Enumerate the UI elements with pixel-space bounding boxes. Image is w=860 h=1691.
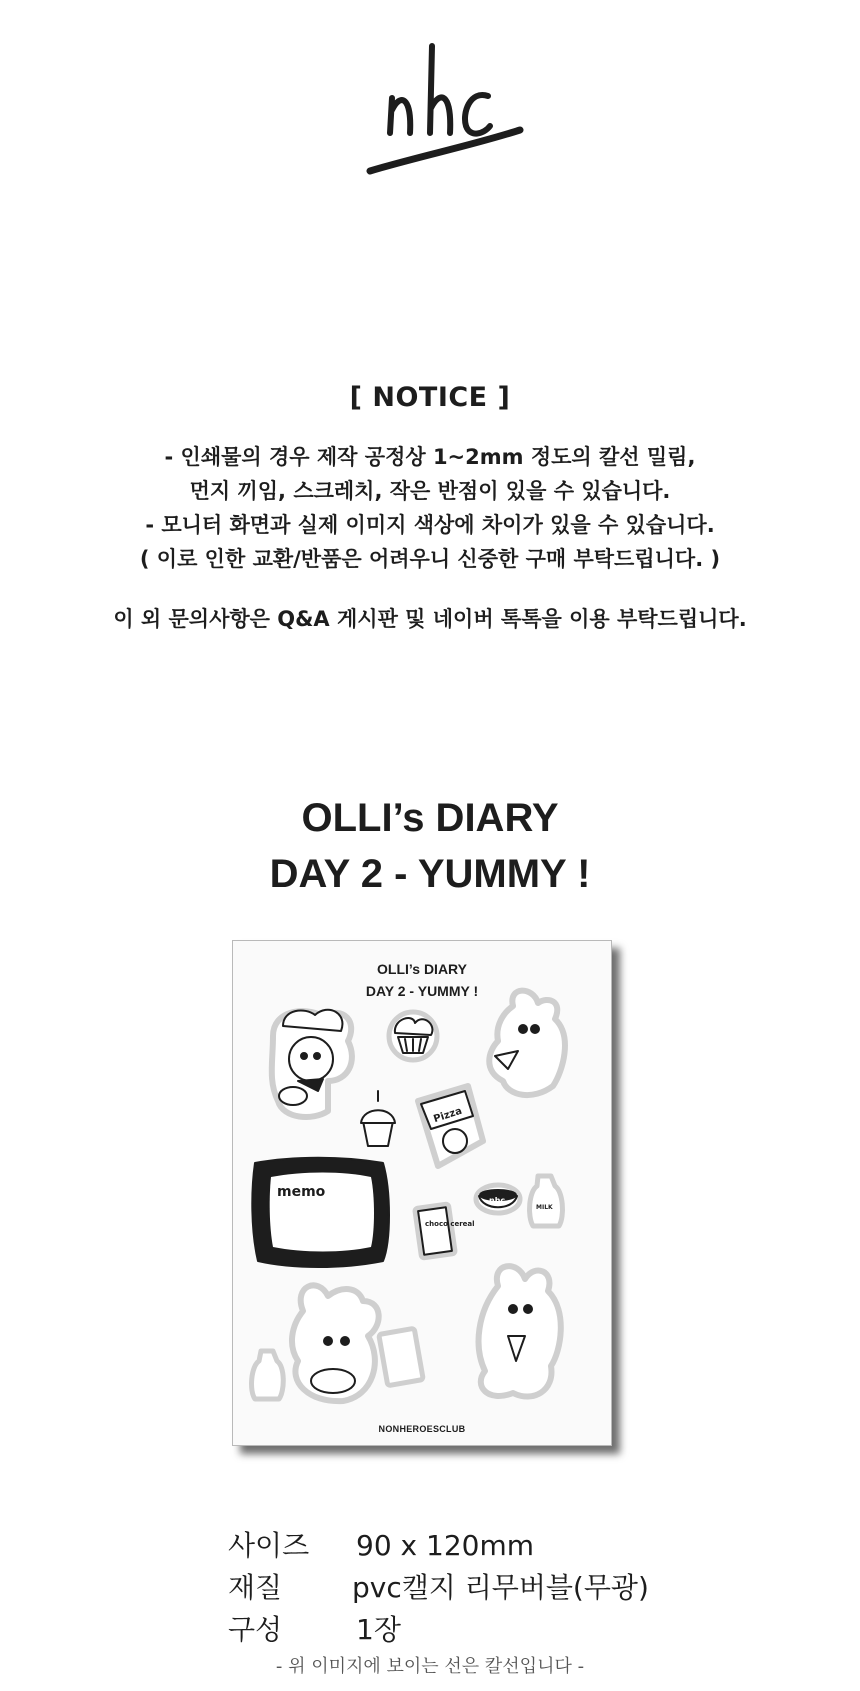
notice-line: 먼지 끼임, 스크레치, 작은 반점이 있을 수 있습니다. [189,479,671,503]
spec-row-material [228,1567,748,1609]
spec-label: 구성 [228,1613,283,1646]
product-specs [228,1525,748,1651]
pizza-box-sticker [418,1086,483,1166]
cereal-box-sticker [415,1204,456,1258]
sticker-sheet-image [232,940,612,1446]
notice-body [0,440,860,576]
memo-sticker [252,1158,389,1267]
product-title [0,790,860,902]
sheet-title-line2: DAY 2 - YUMMY ! [365,983,479,999]
muffin-sticker [389,1012,437,1060]
notice-footer: 이 외 문의사항은 Q&A 게시판 및 네이버 톡톡을 이용 부탁드립니다. [113,607,747,631]
notice-title: [ NOTICE ] [349,382,511,413]
bear-icecream-sticker [479,1266,561,1396]
spec-value: pvc캘지 리무버블(무광) [352,1571,649,1604]
bear-bowl-sticker [292,1285,379,1401]
product-title-line1: OLLI’s DIARY [301,796,559,840]
pizza-label: Pizza [432,1105,464,1126]
notice-line: - 인쇄물의 경우 제작 공정상 1~2mm 정도의 칼선 밀림, [164,445,696,469]
sheet-brand: NONHEROESCLUB [378,1424,466,1434]
cereal-label: choco cereal [425,1220,475,1228]
cake-sticker [361,1091,395,1146]
chef-bear-sticker [272,1010,352,1117]
spec-value: 1장 [356,1613,401,1646]
cut-line-footnote: - 위 이미지에 보이는 선은 칼선입니다 - [275,1656,585,1677]
bowl-label: nhc [489,1196,506,1205]
spec-label: 사이즈 [228,1529,310,1562]
cereal-box-bottom-sticker [379,1328,423,1385]
spec-label: 재질 [228,1571,283,1604]
spec-row-size [228,1525,748,1567]
nhc-logo [360,38,530,188]
spec-row-contents [228,1609,748,1651]
sticker-illustrations [233,941,611,1445]
bear-pizza-sticker [489,991,565,1095]
sheet-title-line1: OLLI’s DIARY [377,961,467,977]
milk-left-sticker [252,1351,284,1399]
milk-sticker [530,1176,563,1226]
spec-value: 90 x 120mm [356,1529,534,1562]
product-title-line2: DAY 2 - YUMMY ! [269,852,591,896]
notice-line: - 모니터 화면과 실제 이미지 색상에 차이가 있을 수 있습니다. [145,513,715,537]
sticker-sheet [232,940,612,1446]
memo-label: memo [277,1184,326,1200]
milk-label: MILK [536,1204,553,1211]
notice-line: ( 이로 인한 교환/반품은 어려우니 신중한 구매 부탁드립니다. ) [139,547,721,571]
